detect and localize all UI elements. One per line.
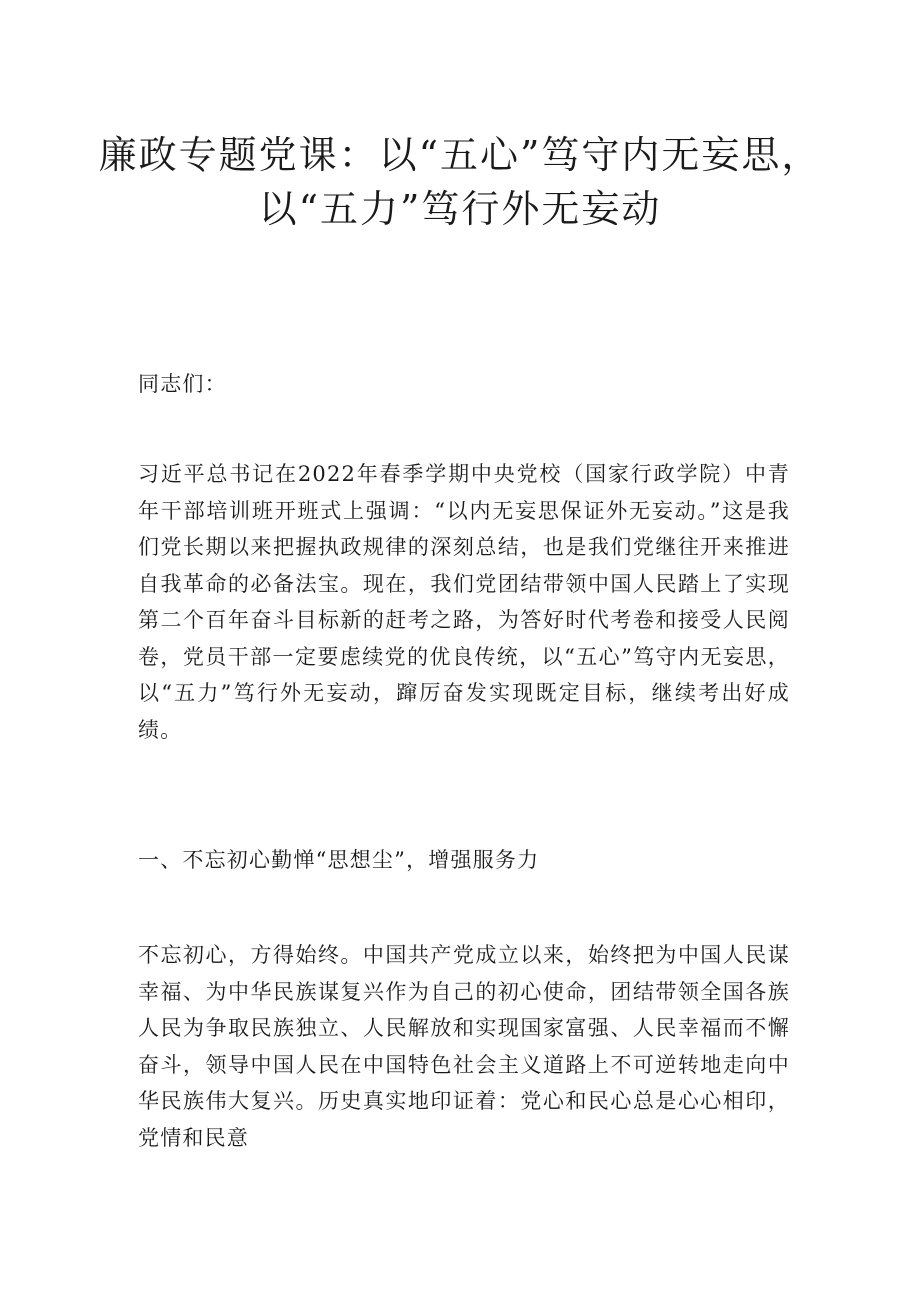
paragraph-section-1: 不忘初心，方得始终。中国共产党成立以来，始终把为中国人民谋幸福、为中华民族谋复兴作为自己的初心使命，团结带领全国各族人民为争取民族独立、人民解放和实现国家富强、人民幸福而不懈奋斗，领导中国人民在中国特色社会主义道路上不可逆转地走向中华民族伟大复兴。历史真实地印证着：党心和民心总是心心相印，党情和民意 <box>138 943 790 1150</box>
greeting: 同志们： <box>138 372 227 396</box>
title-line-1: 廉政专题党课：以“五心”笃守内无妄思， <box>98 133 822 177</box>
document-title <box>80 128 840 236</box>
section-heading-1: 一、不忘初心勤惮“思想尘”，增强服务力 <box>138 848 540 872</box>
title-line-2: 以“五力”笃行外无妄动 <box>258 187 662 231</box>
paragraph-intro: 习近平总书记在2022年春季学期中央党校（国家行政学院）中青年干部培训班开班式上强调：“以内无妄思保证外无妄动。”这是我们党长期以来把握执政规律的深刻总结，也是我们党继往开来推进自我革命的必备法宝。现在，我们党团结带领中国人民踏上了实现第二个百年奋斗目标新的赶考之路，为答好时代考卷和接受人民阅卷，党员干部一定要虑续党的优良传统，以“五心”笃守内无妄思，以“五力”笃行外无妄动，蹿厉奋发实现既定目标，继续考出好成绩。 <box>138 462 790 742</box>
